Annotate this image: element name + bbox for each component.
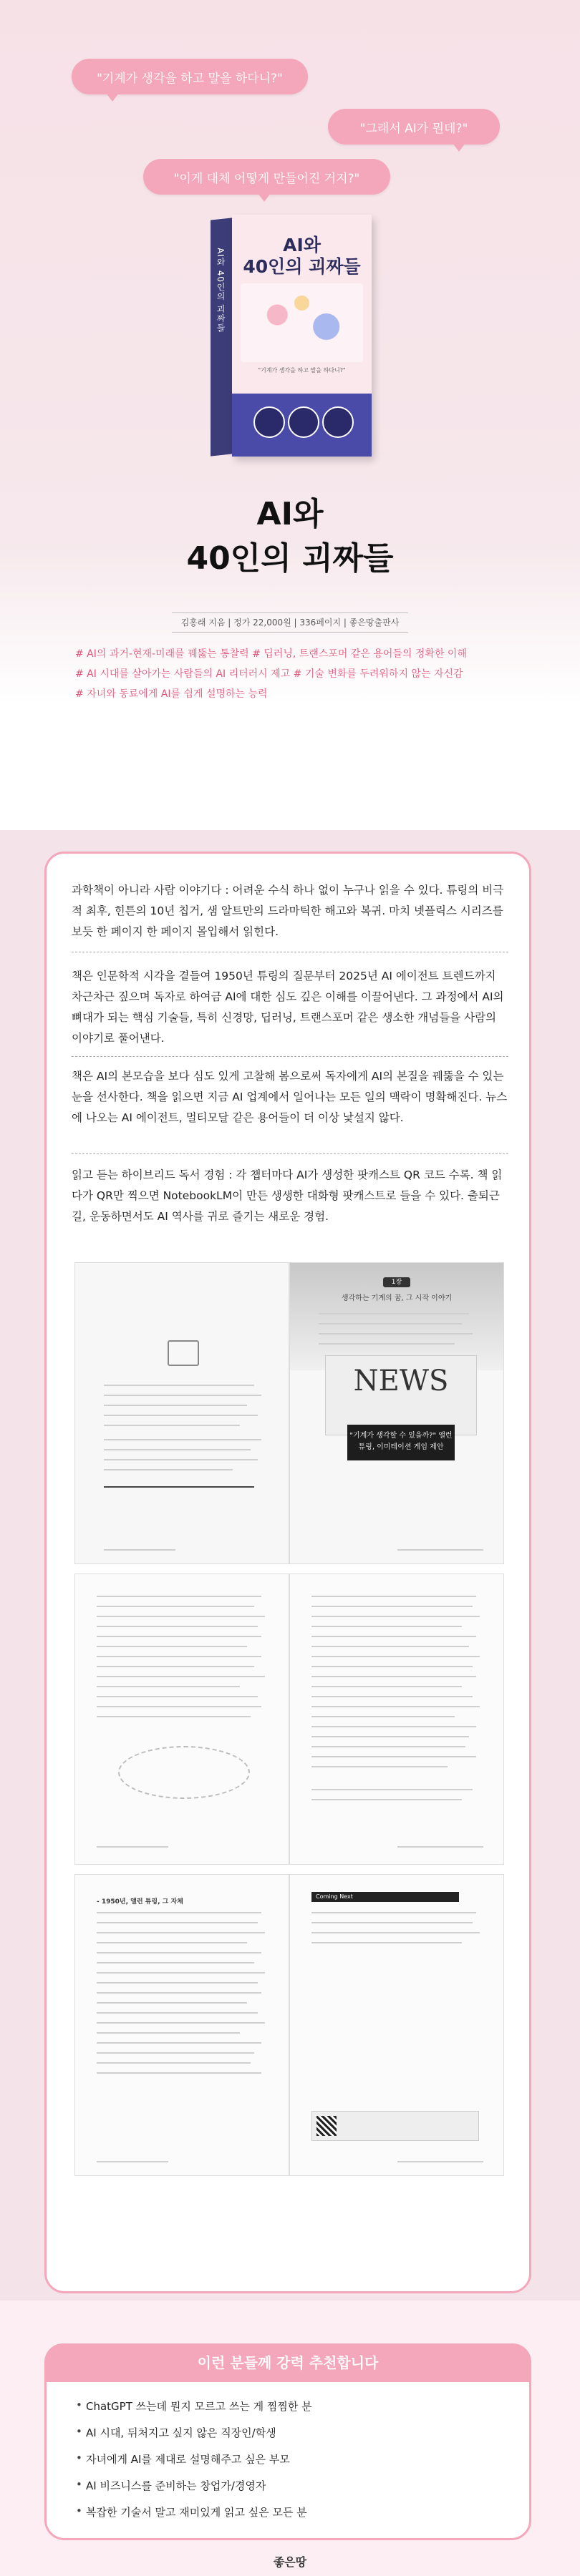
book-page-right-1 — [290, 1263, 503, 1563]
cover-badge-icon — [253, 406, 285, 438]
speech-bubble-2: "그래서 AI가 뭔데?" — [328, 109, 500, 145]
news-question: "기계가 생각할 수 있을까?" 앨런 튜링, 이미테이션 게임 제안 — [347, 1425, 455, 1460]
publisher-logo: 좋은땅 — [273, 2555, 307, 2569]
cover-title: AI와 40인의 괴짜들 — [243, 235, 361, 277]
book-spine — [211, 218, 232, 456]
speech-bubble-3: "이게 대체 어떻게 만들어진 거지?" — [143, 159, 390, 195]
book-title — [0, 492, 580, 581]
book-meta: 김홍래 지음 | 정가 22,000원 | 336페이지 | 좋은땅출판사 — [172, 613, 408, 633]
paragraph-2: 책은 인문학적 시각을 곁들여 1950년 튜링의 질문부터 2025년 AI 에이전트 트렌드까지 차근차근 짚으며 독자로 하여금 AI에 대한 심도 깊은 이해를 이끌어낸다. 그 과정에서 AI의 뼈대가 되는 핵심 기술들, 특히 신경망, 딥러닝, 트랜스포머 같은 생소한 개념들을 사람의 이야기로 풀어낸다. — [72, 970, 504, 1045]
paragraph-3: 책은 AI의 본모습을 보다 심도 있게 고찰해 봄으로써 독자에게 AI의 본질을 꿰뚫을 수 있는 눈을 선사한다. 책을 읽으면 지금 AI 업계에서 일어나는 모든 일의 맥락이 명확해진다. 뉴스에 나오는 AI 에이전트, 멀티모달 같은 용어들이 더 이상 낯설지 않다. — [72, 1070, 508, 1124]
recommend-item: • ChatGPT 쓰는데 뭔지 모르고 쓰는 게 찜찜한 분 — [86, 2399, 312, 2414]
hashtag-line: # AI 시대를 살아가는 사람들의 AI 리터러시 제고 # 기술 변화를 두려워하지 않는 자신감 — [75, 668, 463, 680]
speech-bubble-1: "기계가 생각을 하고 말을 하다니?" — [72, 59, 308, 94]
book-front-cover — [232, 215, 372, 457]
hashtag-list — [75, 644, 519, 704]
cover-badge-icon — [288, 406, 319, 438]
recommend-item: • AI 시대, 뒤처지고 싶지 않은 직장인/학생 — [86, 2425, 276, 2440]
paragraph-1: 과학책이 아니라 사람 이야기다 : 어려운 수식 하나 없이 누구나 읽을 수 있다. 튜링의 비극적 최후, 힌튼의 10년 칩거, 샘 알트만의 드라마틱한 해고와 복귀. 마치 넷플릭스 시리즈를 보듯 한 페이지 한 페이지 몰입해서 읽힌다. — [72, 884, 504, 938]
envelope-icon — [168, 1340, 199, 1366]
recommend-title: 이런 분들께 강력 추천합니다 — [44, 2343, 531, 2382]
qr-code-box — [311, 2111, 479, 2141]
section-title: - 1950년, 앨런 튜링, 그 자체 — [97, 1898, 183, 1906]
recommend-item: • 복잡한 기술서 말고 재미있게 읽고 싶은 모든 분 — [86, 2504, 307, 2519]
book-page-left-1 — [75, 1263, 289, 1563]
cover-tagline: "기계가 생각을 하고 말을 하다니?" — [258, 367, 346, 374]
recommend-item: • 자녀에게 AI를 제대로 설명해주고 싶은 부모 — [86, 2451, 290, 2467]
chapter-chip: 1장 — [383, 1277, 410, 1287]
coming-next-label: Coming Next — [311, 1892, 459, 1902]
cover-illustration — [241, 283, 363, 362]
divider — [72, 1153, 508, 1154]
book-page-left-2 — [75, 1574, 289, 1864]
book-page-left-3 — [75, 1875, 289, 2175]
title-line-1: AI와 — [256, 496, 324, 532]
book-page-right-3 — [290, 1875, 503, 2175]
news-graphic: NEWS — [326, 1356, 476, 1435]
book-page-right-2 — [290, 1574, 503, 1864]
hashtag-line: # AI의 과거-현재-미래를 꿰뚫는 통찰력 # 딥러닝, 트랜스포머 같은 용어들의 정확한 이해 — [75, 648, 467, 660]
network-diagram — [118, 1746, 250, 1799]
qr-code-icon — [316, 2116, 337, 2136]
cover-badge-icon — [322, 406, 354, 438]
chapter-title: 생각하는 기계의 꿈, 그 시작 이야기 — [341, 1294, 453, 1302]
divider — [72, 1056, 508, 1057]
timeline — [104, 1486, 254, 1488]
paragraph-4: 읽고 듣는 하이브리드 독서 경험 : 각 챕터마다 AI가 생성한 팟캐스트 QR 코드 수록. 책 읽다가 QR만 찍으면 NotebookLM이 만든 생생한 대화형 팟캐스트로 들을 수 있다. 출퇴근길, 운동하면서도 AI 역사를 귀로 즐기는 새로운 경험. — [72, 1169, 503, 1223]
recommend-item: • AI 비즈니스를 준비하는 창업가/경영자 — [86, 2478, 266, 2493]
book-cover-image — [211, 215, 372, 458]
hashtag-line: # 자녀와 동료에게 AI를 쉽게 설명하는 능력 — [75, 688, 268, 700]
spine-title: AI와 40인의 괴짜들 — [216, 247, 226, 333]
title-line-2: 40인의 괴짜들 — [186, 540, 394, 577]
